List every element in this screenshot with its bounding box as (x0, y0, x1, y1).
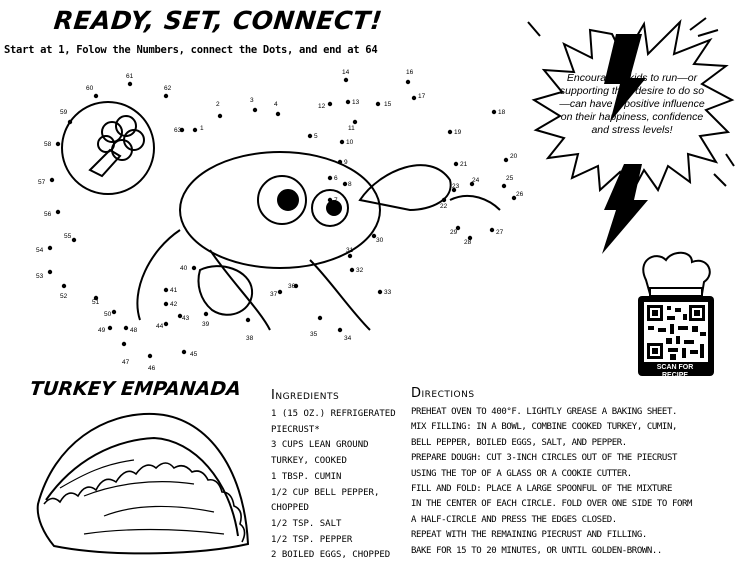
dot-label: 42 (170, 301, 178, 308)
dot-label: 41 (170, 287, 178, 294)
dot-label: 4 (274, 101, 278, 108)
dot-label: 45 (190, 351, 198, 358)
dot-to-dot-illustration (30, 60, 530, 380)
dot-label: 12 (318, 103, 326, 110)
qr-label-line2: RECIPE (661, 372, 689, 379)
dot-label: 57 (38, 179, 46, 186)
list-item: BAKE FOR 15 TO 20 MINUTES, OR UNTIL GOLDEN-BROWN.. (411, 545, 662, 556)
dot-label: 39 (202, 321, 210, 328)
dot-label: 1 (200, 125, 204, 132)
dot-set (36, 69, 524, 372)
dot-label: 63 (174, 127, 182, 134)
dot-label: 56 (44, 211, 52, 218)
dot-label: 31 (346, 247, 354, 254)
directions-panel (411, 386, 731, 559)
list-item: IN THE CENTER OF EACH CIRCLE. FOLD OVER ONE SIDE TO FORM (411, 499, 693, 510)
list-item: MIX FILLING: IN A BOWL, COMBINE COOKED TURKEY, CUMIN, (411, 422, 677, 433)
list-item: PREHEAT OVEN TO 400°F. LIGHTLY GREASE A BAKING SHEET. (411, 407, 677, 417)
chef-hat-icon (643, 253, 710, 296)
dot-label: 17 (418, 93, 426, 100)
dot-label: 50 (104, 311, 112, 318)
dot-label: 7 (334, 197, 338, 204)
list-item: 2 BOILED EGGS, CHOPPED (271, 550, 391, 561)
ingredients-heading: Ingredients (271, 388, 340, 403)
list-item: 3 CUPS LEAN GROUND (271, 440, 369, 451)
qr-label (638, 364, 712, 380)
list-item: PREPARE DOUGH: CUT 3-INCH CIRCLES OUT OF THE PIECRUST (411, 453, 677, 464)
dot-label: 15 (384, 101, 392, 108)
dot-label: 18 (498, 109, 506, 116)
dot-label: 43 (182, 315, 190, 322)
dot-label: 23 (452, 183, 460, 190)
dot-label: 37 (270, 291, 278, 298)
dot-label: 34 (344, 335, 352, 342)
dot-label: 36 (288, 283, 296, 290)
character-legs (137, 230, 370, 330)
dot-label: 61 (126, 73, 134, 80)
dot-label: 59 (60, 109, 68, 116)
ingredients-list (271, 407, 406, 564)
hand-right (450, 196, 500, 210)
list-item: TURKEY, COOKED (271, 456, 347, 467)
dot-label: 58 (44, 141, 52, 148)
dot-label: 2 (216, 101, 220, 108)
list-item: 1/2 TSP. PEPPER (271, 534, 353, 545)
dot-label: 29 (450, 229, 458, 236)
dot-label: 44 (156, 323, 164, 330)
mouth (360, 165, 451, 210)
dot-label: 38 (246, 335, 254, 342)
dot-label: 51 (92, 299, 100, 306)
list-item: USING THE TOP OF A GLASS OR A COOKIE CUTTER. (411, 468, 632, 479)
dot-label: 26 (516, 191, 524, 198)
dot-label: 16 (406, 69, 414, 76)
dot-label: 14 (342, 69, 350, 76)
dot-label: 6 (334, 175, 338, 182)
dot-label: 22 (440, 203, 448, 210)
dot-label: 35 (310, 331, 318, 338)
recipe-title: TURKEY EMPANADA (28, 378, 243, 400)
dot-label: 60 (86, 85, 94, 92)
dot-label: 47 (122, 359, 130, 366)
dot-label: 11 (348, 125, 355, 132)
list-item: CHOPPED (271, 503, 309, 514)
list-item: FILL AND FOLD: PLACE A LARGE SPOONFUL OF THE MIXTURE (411, 484, 672, 495)
dot-label: 53 (36, 273, 44, 280)
burst-callout (520, 14, 735, 264)
callout-text: Encouraging kids to run—or supporting their desire to do so—can have a positive influence on their happiness, confidence and stress levels! (559, 72, 705, 136)
dot-label: 13 (352, 99, 360, 106)
dot-label: 28 (464, 239, 472, 246)
list-item: 1 TBSP. CUMIN (271, 471, 342, 482)
dot-label: 20 (510, 153, 518, 160)
dot-label: 52 (60, 293, 68, 300)
dot-label: 54 (36, 247, 44, 254)
glove-icon (199, 266, 253, 315)
dot-label: 9 (344, 159, 348, 166)
dot-label: 19 (454, 129, 462, 136)
directions-list (411, 405, 731, 559)
list-item: PIECRUST* (271, 424, 320, 435)
dot-label: 40 (180, 265, 188, 272)
dot-label: 33 (384, 289, 392, 296)
list-item: 1/2 CUP BELL PEPPER, (271, 487, 380, 498)
dot-label: 24 (472, 177, 480, 184)
dot-label: 5 (314, 133, 318, 140)
instructions: Start at 1, Folow the Numbers, connect the Dots, and end at 64 (4, 44, 378, 56)
dot-label: 49 (98, 327, 106, 334)
dot-label: 10 (346, 139, 354, 146)
dot-label: 3 (250, 97, 254, 104)
list-item: 1/2 TSP. SALT (271, 518, 342, 529)
ingredients-panel (271, 388, 406, 564)
dot-label: 8 (348, 181, 352, 188)
dot-label: 48 (130, 327, 138, 334)
dot-label: 21 (460, 161, 468, 168)
qr-code-icon (644, 302, 708, 362)
list-item: A HALF-CIRCLE AND PRESS THE EDGES CLOSED. (411, 514, 617, 525)
page-title: READY, SET, CONNECT! (52, 6, 384, 35)
list-item: REPEAT WITH THE REMAINING PIECRUST AND FILLING. (411, 530, 647, 541)
dot-label: 32 (356, 267, 364, 274)
directions-heading: Directions (411, 386, 475, 401)
dot-label: 30 (376, 237, 384, 244)
dot-label: 27 (496, 229, 504, 236)
empanada-illustration (24, 404, 262, 564)
list-item: BELL PEPPER, BOILED EGGS, SALT, AND PEPPER. (411, 437, 627, 448)
dot-label: 55 (64, 233, 72, 240)
dot-label: 62 (164, 85, 172, 92)
list-item: 1 (15 OZ.) REFRIGERATED (271, 409, 396, 419)
dot-label: 46 (148, 365, 156, 372)
qr-label-line1: SCAN FOR (656, 364, 694, 371)
dot-label: 25 (506, 175, 514, 182)
broccoli-icon (90, 116, 144, 176)
